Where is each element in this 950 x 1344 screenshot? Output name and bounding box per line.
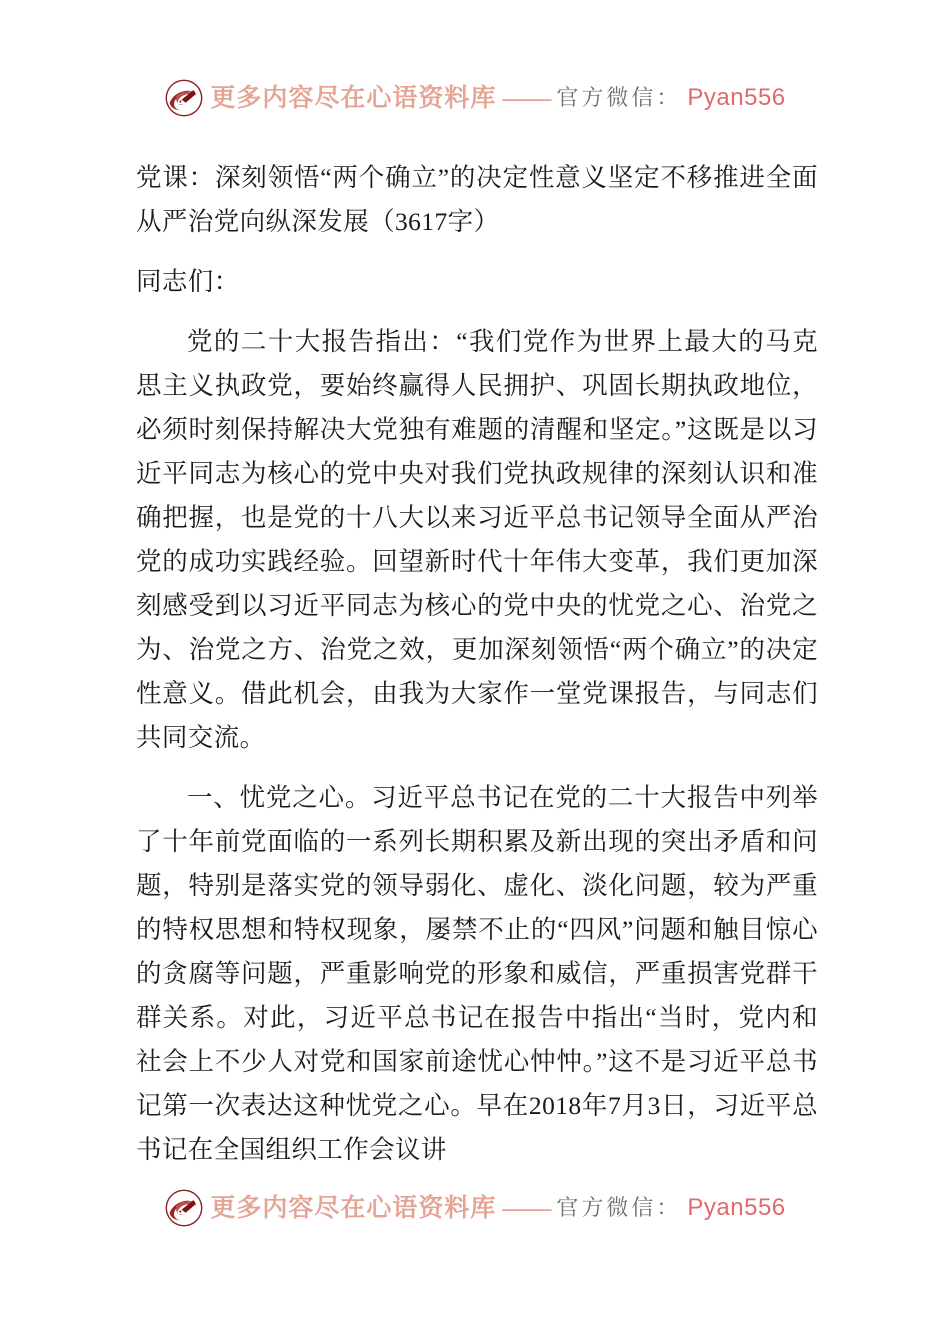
- watermark-wechat-label: 官方微信：: [556, 85, 682, 110]
- watermark-brand-text: 更多内容尽在心语资料库: [210, 84, 497, 112]
- document-title: 党课：深刻领悟“两个确立”的决定性意义坚定不移推进全面从严治党向纵深发展（3617字）: [136, 163, 818, 236]
- watermark-brand-text: 更多内容尽在心语资料库: [210, 1194, 497, 1222]
- watermark-wechat-id: Pyan556: [687, 84, 786, 111]
- watermark-dash: ——: [502, 84, 551, 112]
- watermark-footer: [0, 1188, 950, 1228]
- watermark-dash: ——: [502, 1194, 551, 1222]
- watermark-header: [0, 78, 950, 118]
- watermark-wechat-id: Pyan556: [687, 1194, 786, 1221]
- circular-swirl-emblem-icon: [164, 78, 204, 118]
- document-body: [136, 156, 818, 1188]
- document-salutation: 同志们：: [136, 267, 240, 296]
- watermark-wechat-label: 官方微信：: [556, 1195, 682, 1220]
- document-paragraph: 党的二十大报告指出：“我们党作为世界上最大的马克思主义执政党，要始终赢得人民拥护、巩固长期执政地位，必须时刻保持解决大党独有难题的清醒和坚定。”这既是以习近平同志为核心的党中央对我们党执政规律的深刻认识和准确把握，也是党的十八大以来习近平总书记领导全面从严治党的成功实践经验。回望新时代十年伟大变革，我们更加深刻感受到以习近平同志为核心的党中央的忧党之心、治党之为、治党之方、治党之效，更加深刻领悟“两个确立”的决定性意义。借此机会，由我为大家作一堂党课报告，与同志们共同交流。: [136, 327, 818, 752]
- document-paragraph: 一、忧党之心。习近平总书记在党的二十大报告中列举了十年前党面临的一系列长期积累及新出现的突出矛盾和问题，特别是落实党的领导弱化、虚化、淡化问题，较为严重的特权思想和特权现象，屡禁不止的“四风”问题和触目惊心的贪腐等问题，严重影响党的形象和威信，严重损害党群干群关系。对此，习近平总书记在报告中指出“当时，党内和社会上不少人对党和国家前途忧心忡忡。”这不是习近平总书记第一次表达这种忧党之心。早在2018年7月3日，习近平总书记在全国组织工作会议讲: [136, 783, 818, 1164]
- circular-swirl-emblem-icon: [164, 1188, 204, 1228]
